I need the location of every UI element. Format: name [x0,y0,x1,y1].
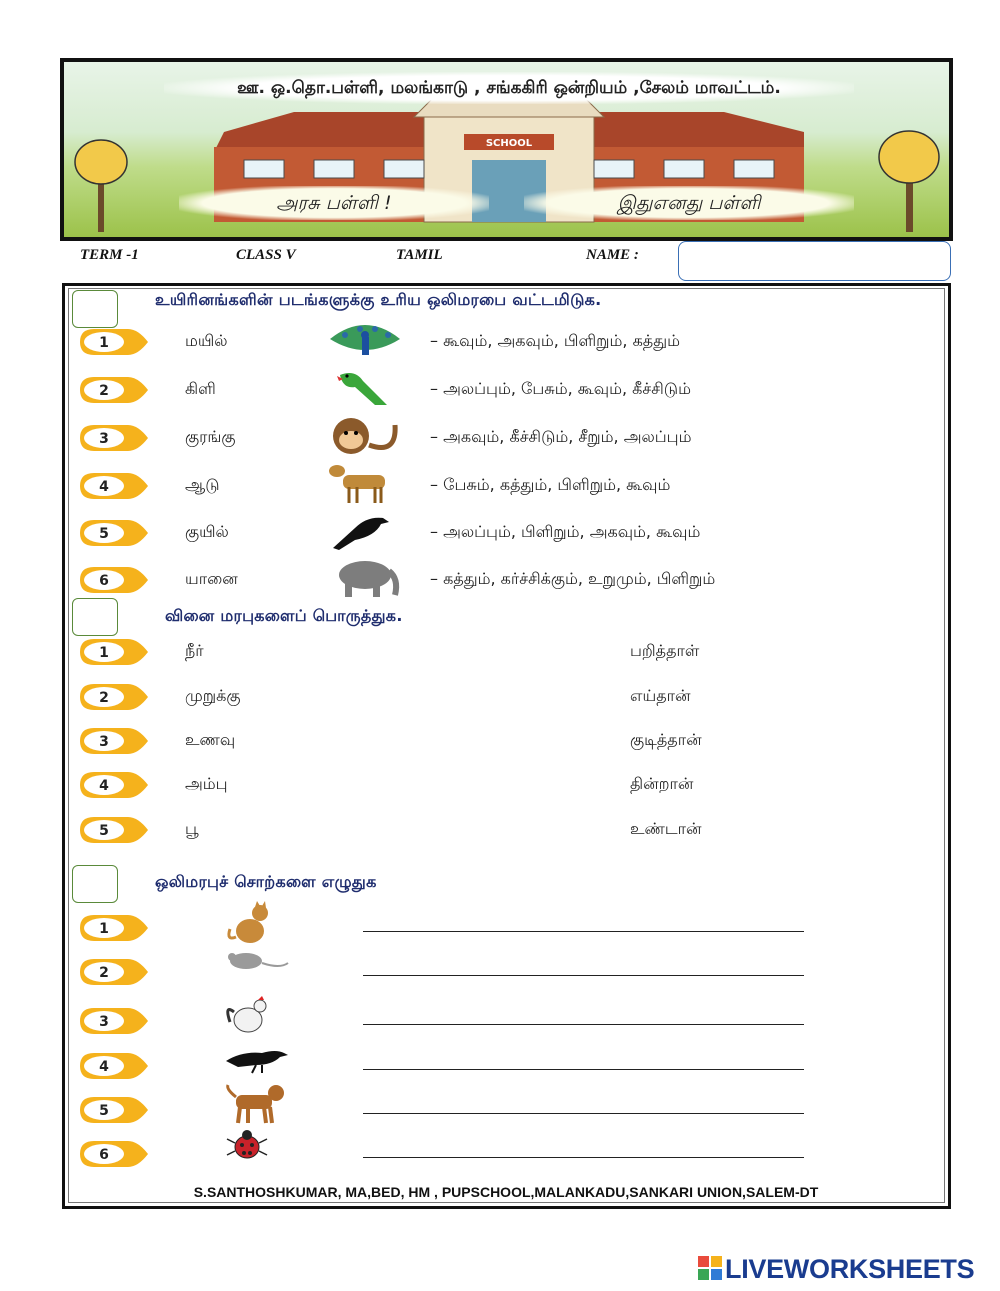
number-badge [76,637,150,667]
answer-line[interactable] [363,1069,804,1070]
number-badge [76,815,150,845]
school-banner [60,58,953,241]
badge-number: 5 [99,526,109,542]
class-label: CLASS V [236,247,296,263]
number-badge [76,770,150,800]
match-right-word[interactable]: பறித்தாள் [630,641,700,660]
badge-number: 1 [99,335,109,351]
tree-left-icon [72,122,132,232]
section1-heading: உயிரினங்களின் படங்களுக்கு உரிய ஒலிமரபை வட்டமிடுக. [155,290,602,309]
arrow-badge-icon [76,682,150,712]
badge-number: 2 [99,965,109,981]
arrow-badge-icon [76,726,150,756]
banner-title: ஊ. ஒ.தொ.பள்ளி, மலங்காடு , சங்ககிரி ஒன்றியம் ,சேலம் மாவட்டம். [164,72,854,104]
arrow-badge-icon [76,1051,150,1081]
sound-options[interactable]: – அலப்பும், பேசும், கூவும், கீச்சிடும் [430,379,691,398]
beetle-icon [222,1127,272,1167]
section3-heading: ஒலிமரபுச் சொற்களை எழுதுக [155,872,377,891]
tree-right-icon [874,112,944,232]
badge-number: 4 [99,479,109,495]
arrow-badge-icon [76,1095,150,1125]
match-left-word[interactable]: முறுக்கு [185,686,241,705]
number-badge [76,423,150,453]
number-badge [76,565,150,595]
match-right-word[interactable]: எய்தான் [630,686,691,705]
rooster-icon [222,994,278,1042]
arrow-badge-icon [76,1006,150,1036]
answer-line[interactable] [363,1157,804,1158]
badge-number: 4 [99,778,109,794]
rat-icon [222,945,292,979]
crow-icon [222,1039,292,1079]
arrow-badge-icon [76,1139,150,1169]
section3-score-box[interactable] [72,865,118,903]
arrow-badge-icon [76,471,150,501]
cuckoo-icon [325,510,395,556]
sound-options[interactable]: – அலப்பும், பிளிறும், அகவும், கூவும் [430,522,701,541]
answer-line[interactable] [363,931,804,932]
arrow-badge-icon [76,518,150,548]
answer-line[interactable] [363,1024,804,1025]
arrow-badge-icon [76,637,150,667]
badge-number: 6 [99,573,109,589]
arrow-badge-icon [76,815,150,845]
match-left-word[interactable]: அம்பு [185,774,228,793]
arrow-badge-icon [76,770,150,800]
sound-options[interactable]: – பேசும், கத்தும், பிளிறும், கூவும் [430,475,671,494]
match-left-word[interactable]: உணவு [185,730,236,749]
badge-number: 2 [99,690,109,706]
animal-name: மயில் [185,331,228,350]
badge-number: 3 [99,431,109,447]
badge-number: 6 [99,1147,109,1163]
number-badge [76,1095,150,1125]
badge-number: 1 [99,921,109,937]
animal-name: ஆடு [185,475,220,494]
answer-line[interactable] [363,975,804,976]
sound-options[interactable]: – அகவும், கீச்சிடும், சீறும், அலப்பும் [430,427,692,446]
arrow-badge-icon [76,327,150,357]
number-badge [76,682,150,712]
number-badge [76,1139,150,1169]
match-right-word[interactable]: தின்றான் [630,774,694,793]
slogan-right: இதுஎனது பள்ளி [524,186,854,220]
number-badge [76,1006,150,1036]
sound-options[interactable]: – கத்தும், கர்ச்சிக்கும், உறுமும், பிளிறும் [430,569,716,588]
badge-number: 1 [99,645,109,661]
author-footer: S.SANTHOSHKUMAR, MA,BED, HM , PUPSCHOOL,MALANKADU,SANKARI UNION,SALEM-DT [193,1184,819,1200]
section1-score-box[interactable] [72,290,118,328]
animal-name: குரங்கு [185,427,236,446]
number-badge [76,957,150,987]
dog-icon [222,1083,292,1131]
liveworksheets-logo-icon [697,1255,723,1285]
badge-number: 3 [99,734,109,750]
cat-icon [222,901,282,949]
match-right-word[interactable]: உண்டான் [630,819,702,838]
school-sign-text: SCHOOL [485,138,533,149]
arrow-badge-icon [76,957,150,987]
peacock-icon [325,319,405,365]
name-label: NAME : [586,247,639,263]
number-badge [76,518,150,548]
name-input[interactable] [678,241,951,281]
answer-line[interactable] [363,1113,804,1114]
number-badge [76,471,150,501]
parrot-icon [325,367,395,413]
animal-name: யானை [185,569,238,588]
animal-name: குயில் [185,522,229,541]
monkey-icon [325,415,405,461]
number-badge [76,913,150,943]
arrow-badge-icon [76,423,150,453]
badge-number: 4 [99,1059,109,1075]
number-badge [76,327,150,357]
match-left-word[interactable]: நீர் [185,641,204,660]
section2-score-box[interactable] [72,598,118,636]
badge-number: 5 [99,823,109,839]
badge-number: 3 [99,1014,109,1030]
badge-number: 2 [99,383,109,399]
match-left-word[interactable]: பூ [185,819,199,838]
arrow-badge-icon [76,375,150,405]
goat-icon [325,463,405,509]
number-badge [76,1051,150,1081]
number-badge [76,726,150,756]
badge-number: 5 [99,1103,109,1119]
slogan-left: அரசு பள்ளி ! [179,186,489,220]
sound-options[interactable]: – கூவும், அகவும், பிளிறும், கத்தும் [430,331,680,350]
elephant-icon [325,557,405,603]
term-label: TERM -1 [80,247,139,263]
arrow-badge-icon [76,913,150,943]
section2-heading: வினை மரபுகளைப் பொருத்துக. [165,606,403,625]
subject-label: TAMIL [396,247,443,263]
arrow-badge-icon [76,565,150,595]
match-right-word[interactable]: குடித்தான் [630,730,702,749]
number-badge [76,375,150,405]
animal-name: கிளி [185,379,216,398]
liveworksheets-brand[interactable]: LIVEWORKSHEETS [725,1254,975,1284]
